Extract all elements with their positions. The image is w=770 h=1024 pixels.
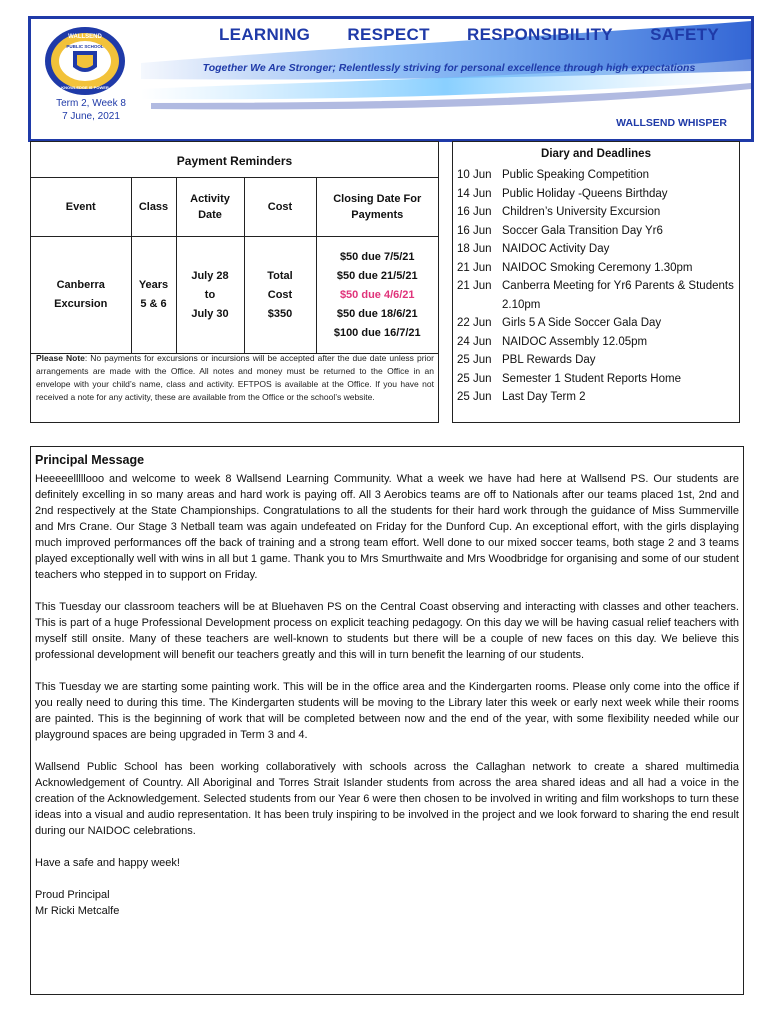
diary-list xyxy=(457,166,739,407)
diary-date: 24 Jun xyxy=(457,335,492,348)
diary-item xyxy=(457,351,739,370)
value-learning: LEARNING xyxy=(219,25,311,44)
diary-date: 21 Jun xyxy=(457,280,492,292)
payment-note xyxy=(36,352,434,404)
diary-date: 25 Jun xyxy=(457,391,492,403)
installment: $50 due 18/6/21 xyxy=(336,307,418,320)
closing-dates-cell xyxy=(316,237,438,354)
class-cell: Years 5 & 6 xyxy=(131,237,176,354)
diary-item xyxy=(457,388,739,407)
cost-cell: Total Cost $350 xyxy=(244,237,316,354)
newsletter-header xyxy=(28,16,754,142)
diary-event: Canberra Meeting for Yr6 Parents & Students 2.10pm xyxy=(502,280,734,311)
diary-date: 21 Jun xyxy=(457,261,492,274)
payment-reminders-panel xyxy=(30,141,439,423)
diary-date: 22 Jun xyxy=(457,317,492,329)
diary-item xyxy=(457,222,739,241)
diary-event: Last Day Term 2 xyxy=(502,391,586,403)
diary-event: Public Speaking Competition xyxy=(502,169,650,181)
diary-event: Soccer Gala Transition Day Yr6 xyxy=(502,224,663,237)
term-info xyxy=(31,97,151,123)
installment: $50 due 21/5/21 xyxy=(336,269,418,282)
diary-date: 25 Jun xyxy=(457,372,492,385)
diary-event: Semester 1 Student Reports Home xyxy=(502,372,681,385)
diary-item xyxy=(457,166,739,185)
diary-item xyxy=(457,259,739,278)
payment-reminders-title: Payment Reminders xyxy=(176,154,293,168)
diary-item xyxy=(457,277,739,314)
diary-item xyxy=(457,314,739,333)
crest-mid-text: PUBLIC SCHOOL xyxy=(66,44,104,49)
paragraph: This Tuesday our classroom teachers will be at Bluehaven PS on the Central Coast observing and interacting with classes and other teachers. This is part of a huge Professional Development process on explicit teaching pedagogy. On this day we will be having casual relief teachers with myself still onsite. Many of these teachers are well-known to students but there will be a couple of new faces on this day. We believe this professional development will benefit our teachers greatly and this will in turn benefit the learning of our students. xyxy=(35,601,739,661)
diary-date: 16 Jun xyxy=(457,206,492,218)
diary-date: 16 Jun xyxy=(457,224,492,237)
diary-event: Girls 5 A Side Soccer Gala Day xyxy=(502,317,662,329)
diary-item xyxy=(457,203,739,222)
value-safety: SAFETY xyxy=(650,25,719,44)
principal-message-panel xyxy=(30,446,744,995)
payment-table-row xyxy=(31,237,438,354)
paragraph: Heeeeelllllooo and welcome to week 8 Wallsend Learning Community. What a week we have had here at Wallsend PS. Our students are definitely excelling in so many areas and hard work is paying off. All 3 Aerobics teams are off to Nationals after our teams placed 1st, 2nd and 2nd respectively at the State Championships. Congratulations to all the students for their hard work through the guidance of Miss Summerville and Mrs Crane. Our Stage 3 Netball team was again undefeated on Friday for the Dunford Cup. An exceptional effort, with the girls displaying much improved performances off the back of training and a strong team effort. Well done to our mixed soccer teams, both stage 2 and 3 teams played exceptionally well with wins in all but 1 game. Thank you to Mrs Smurthwaite and Mrs Woodbridge for organising and some of our student teachers who stepped in to support on Friday. xyxy=(35,473,739,581)
newsletter-name: WALLSEND WHISPER xyxy=(616,117,727,129)
activity-date-cell: July 28 to July 30 xyxy=(176,237,244,354)
value-respect: RESPECT xyxy=(347,25,430,44)
installment: $100 due 16/7/21 xyxy=(333,326,421,339)
school-tagline: Together We Are Stronger; Relentlessly striving for personal excellence through high expectations xyxy=(202,62,696,74)
installment: $50 due 7/5/21 xyxy=(339,250,415,263)
paragraph: Wallsend Public School has been working collaboratively with schools across the Callaghan network to create a shared multimedia Acknowledgement of Country. All Aboriginal and Torres Strait Islander students from across the area shared ideas and all had a voice in the creation of the Acknowledgement. Selected students from our Year 6 were then chosen to be involved in writing and film workshops to turn these ideas into a visual and audio representation. It has been truly inspiring to be involved in the project and we look forward to sharing the end result during our NAIDOC celebrations. xyxy=(35,761,739,837)
column-header: Event xyxy=(31,178,131,237)
diary-item xyxy=(457,185,739,204)
event-cell: Canberra Excursion xyxy=(31,237,131,354)
note-label: Please Note xyxy=(36,353,85,363)
payment-table xyxy=(31,177,438,354)
principal-message-body xyxy=(35,471,739,919)
principal-message-title: Principal Message xyxy=(35,453,145,467)
term-week: Term 2, Week 8 xyxy=(56,98,126,109)
note-text: : No payments for excursions or incursions will be accepted after the due date unless prior arrangements are made with the Office. All notes and money must be returned to the Office in an envelope with your child’s name, class and activity. EFTPOS is available at the Office. If you have not received a note for any activity, these are available from the Office or the school’s website. xyxy=(36,353,434,402)
principal-name: Mr Ricki Metcalfe xyxy=(35,905,120,917)
issue-date: 7 June, 2021 xyxy=(62,111,120,122)
diary-date: 14 Jun xyxy=(457,187,492,200)
diary-date: 10 Jun xyxy=(457,169,492,181)
column-header: Class xyxy=(131,178,176,237)
installment-current: $50 due 4/6/21 xyxy=(339,288,415,301)
column-header: Closing Date For Payments xyxy=(316,178,438,237)
diary-event: Public Holiday -Queens Birthday xyxy=(502,187,668,200)
school-values xyxy=(219,25,719,53)
diary-title: Diary and Deadlines xyxy=(541,148,651,160)
diary-item xyxy=(457,370,739,389)
paragraph: Have a safe and happy week! xyxy=(35,857,180,869)
diary-date: 25 Jun xyxy=(457,354,492,366)
diary-event: Children’s University Excursion xyxy=(502,206,661,218)
school-crest-logo xyxy=(37,23,133,99)
crest-top-text: WALLSEND xyxy=(68,34,102,40)
sign-off-line: Proud Principal xyxy=(35,889,110,901)
diary-item xyxy=(457,333,739,352)
column-header: Cost xyxy=(244,178,316,237)
paragraph: This Tuesday we are starting some painting work. This will be in the office area and the Kindergarten rooms. Please only come into the office if you really need to during this time. The Kindergarten students will be moving to the Library later this week or early next week while their rooms are painted. This is the beginning of work that will be completed between now and the end of the year, with some flexibility needed while our playground spaces are being upgraded in Term 3 and 4. xyxy=(35,681,739,741)
diary-date: 18 Jun xyxy=(457,243,492,255)
diary-item xyxy=(457,240,739,259)
column-header: Activity Date xyxy=(176,178,244,237)
payment-table-header xyxy=(31,178,438,237)
diary-event: PBL Rewards Day xyxy=(502,354,596,366)
value-responsibility: RESPONSIBILITY xyxy=(467,25,613,44)
diary-event: NAIDOC Assembly 12.05pm xyxy=(502,335,648,348)
crest-bottom-text: KNOWLEDGE IS POWER xyxy=(61,85,109,90)
diary-event: NAIDOC Activity Day xyxy=(502,243,610,255)
diary-event: NAIDOC Smoking Ceremony 1.30pm xyxy=(502,261,693,274)
diary-deadlines-panel xyxy=(452,141,740,423)
